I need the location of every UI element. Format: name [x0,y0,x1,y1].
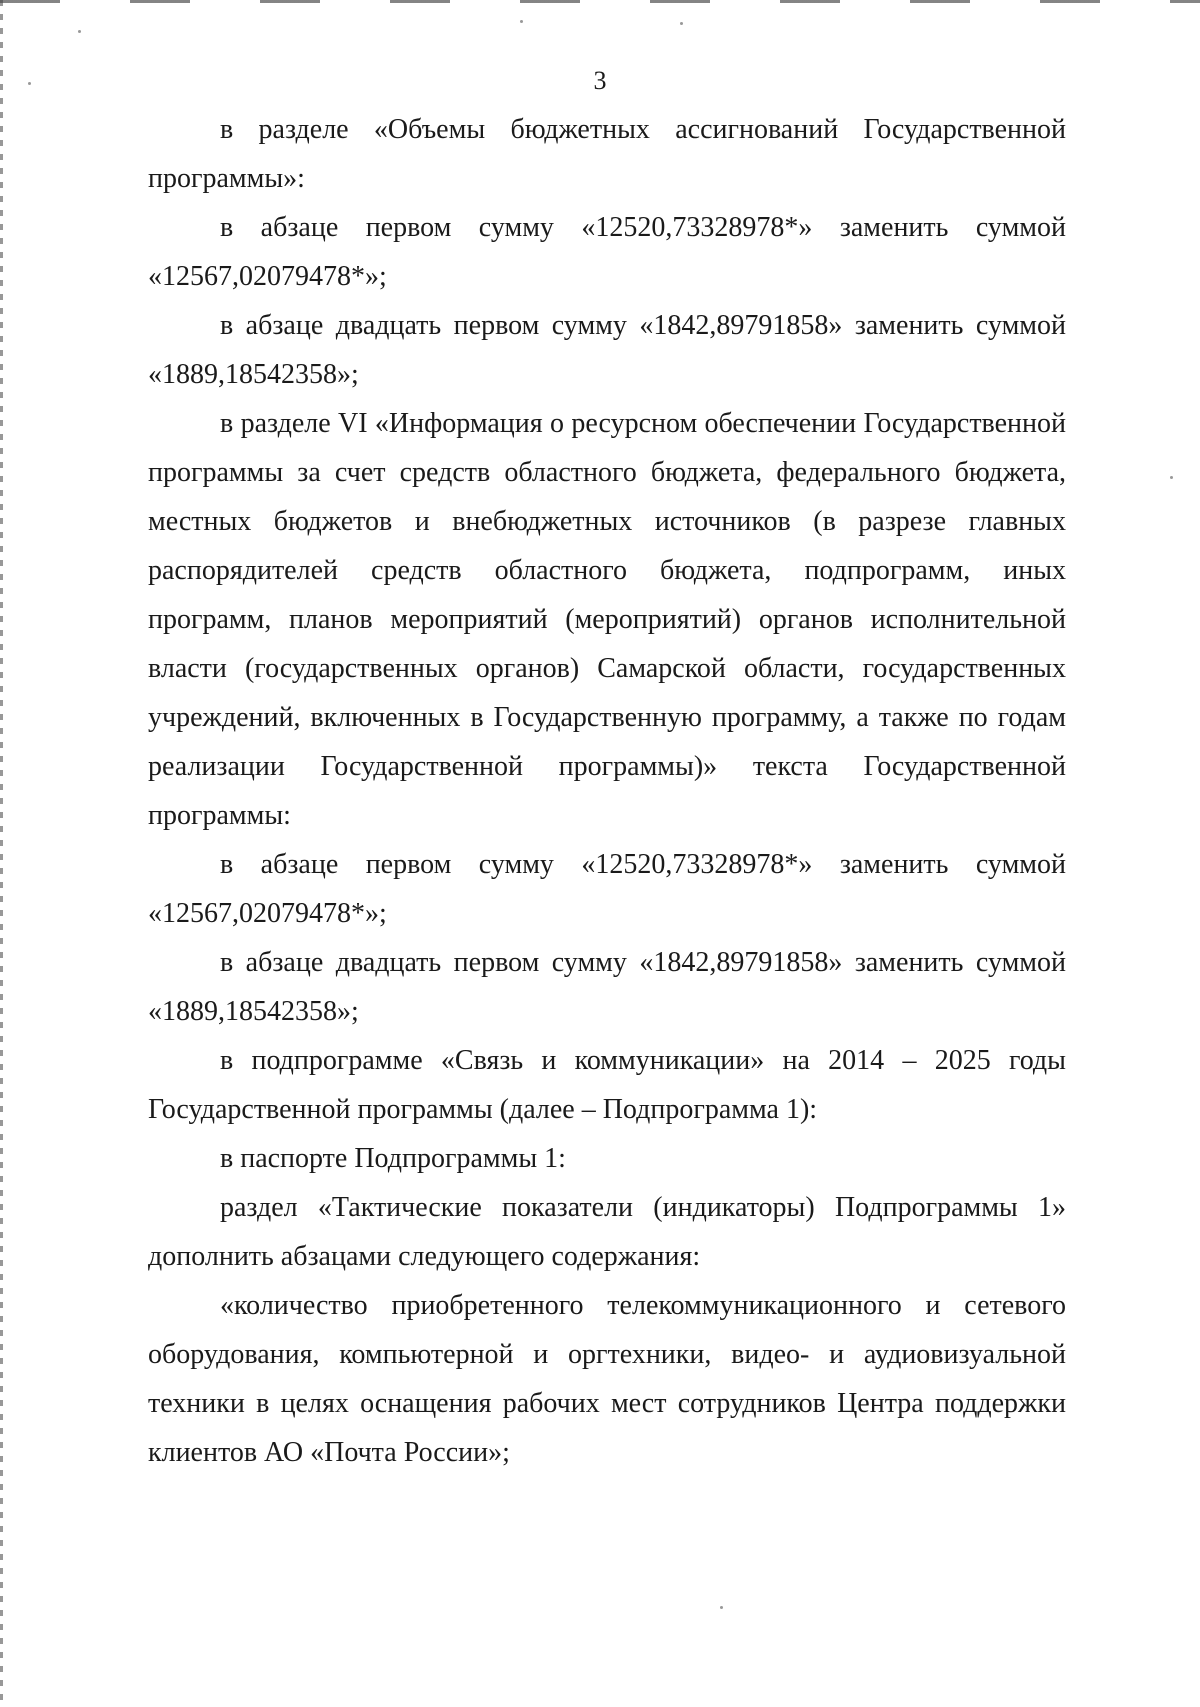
paragraph: «количество приобретенного телекоммуникационного и сетевого оборудования, компьютерной и оргтехники, видео- и аудиовизуальной техники в целях оснащения рабочих мест сотрудников Центра поддержки клиентов АО «Почта России»; [148,1290,1066,1468]
paragraph: в абзаце двадцать первом сумму «1842,89791858» заменить суммой «1889,18542358»; [148,310,1066,390]
paragraph: в абзаце двадцать первом сумму «1842,89791858» заменить суммой «1889,18542358»; [148,947,1066,1027]
paragraph: раздел «Тактические показатели (индикаторы) Подпрограммы 1» дополнить абзацами следующего содержания: [148,1192,1066,1272]
scan-speck [720,1606,723,1609]
scan-speck [1170,476,1173,479]
paragraph: в подпрограмме «Связь и коммуникации» на 2014 – 2025 годы Государственной программы (далее – Подпрограмма 1): [148,1045,1066,1125]
paragraph: в разделе «Объемы бюджетных ассигнований Государственной программы»: [148,114,1066,194]
page-number: 3 [593,66,607,95]
paragraph: в разделе VI «Информация о ресурсном обеспечении Государственной программы за счет средств областного бюджета, федерального бюджета, местных бюджетов и внебюджетных источников (в разрезе главных распорядителей средств областного бюджета, подпрограмм, иных программ, планов мероприятий (мероприятий) органов исполнительной власти (государственных органов) Самарской области, государственных учреждений, включенных в Государственную программу, а также по годам реализации Государственной программы)» текста Государственной программы: [148,408,1066,831]
scan-speck [680,22,683,25]
scan-edge-left [0,0,3,1707]
scan-edge-top [0,0,1200,3]
paragraph: в абзаце первом сумму «12520,73328978*» заменить суммой «12567,02079478*»; [148,212,1066,292]
paragraph: в паспорте Подпрограммы 1: [220,1143,566,1174]
document-body [148,105,1066,1477]
paragraph: в абзаце первом сумму «12520,73328978*» заменить суммой «12567,02079478*»; [148,849,1066,929]
scan-speck [78,30,81,33]
scan-speck [520,20,523,23]
